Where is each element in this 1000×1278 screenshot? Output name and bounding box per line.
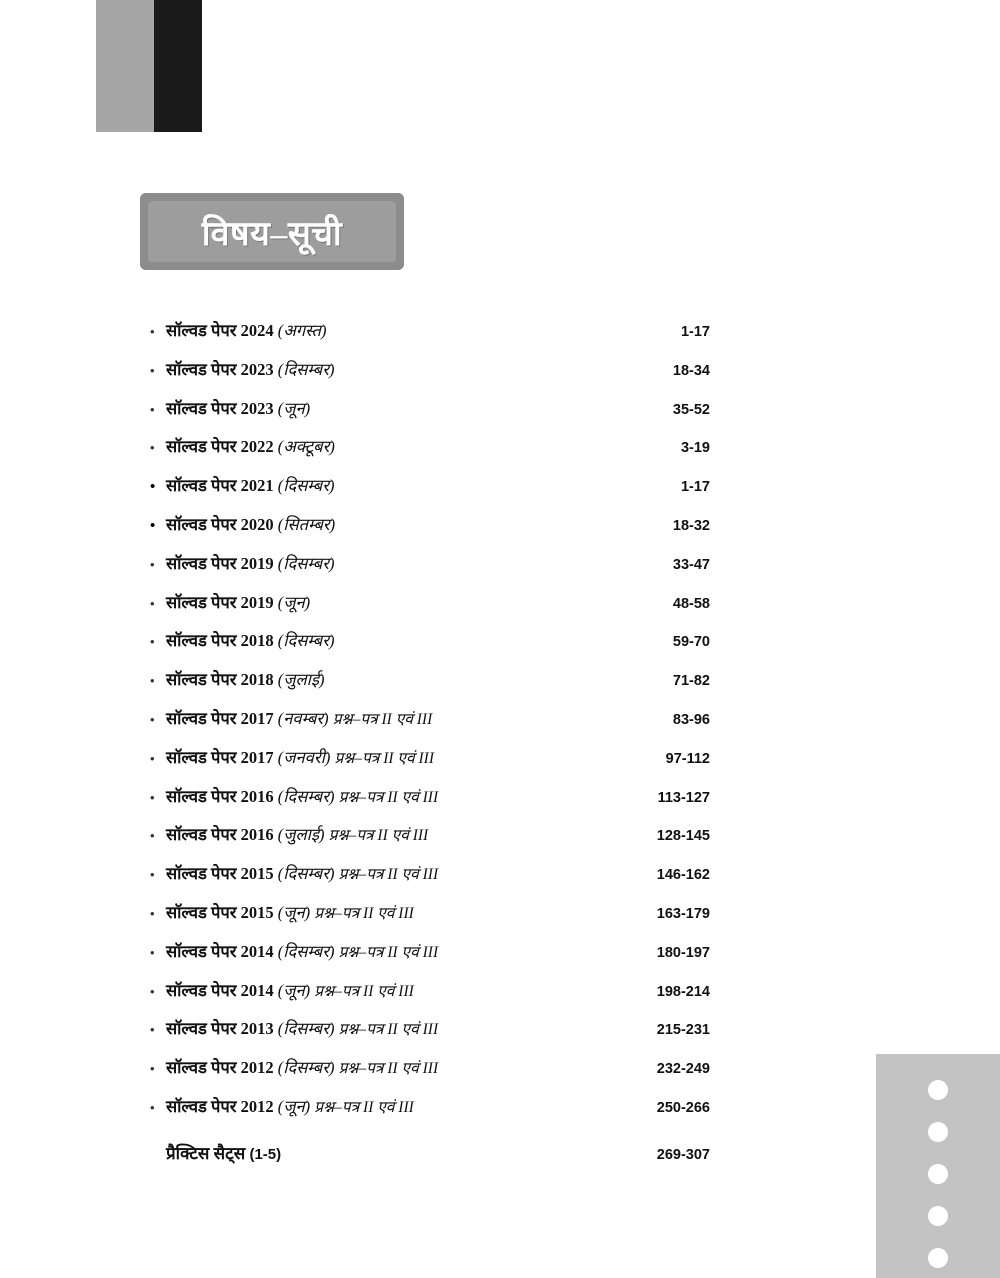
toc-entry-pages: 3-19 bbox=[680, 440, 710, 457]
toc-entry-month: (जून) bbox=[277, 980, 311, 1000]
bullet-icon: • bbox=[150, 905, 155, 921]
bullet-icon: • bbox=[150, 867, 155, 883]
toc-entry-month: (जुलाई) bbox=[277, 825, 325, 845]
toc-entry-label bbox=[166, 628, 600, 651]
bullet-icon: • bbox=[150, 983, 155, 999]
toc-entry-label bbox=[166, 667, 600, 690]
toc-entry-month: (जून) bbox=[277, 1096, 311, 1116]
bullet-icon: • bbox=[150, 789, 155, 805]
toc-practice-label bbox=[150, 1141, 600, 1164]
toc-entry-label bbox=[166, 861, 600, 884]
bullet-icon: • bbox=[150, 634, 155, 650]
toc-practice-range: (1-5) bbox=[249, 1145, 282, 1163]
toc-entry-month: (जून) bbox=[277, 398, 311, 418]
bullet-icon: • bbox=[150, 556, 155, 572]
toc-entry-pages: 83-96 bbox=[672, 711, 710, 728]
toc-row[interactable] bbox=[150, 1016, 710, 1055]
toc-entry-label bbox=[166, 900, 600, 923]
toc-entry-papers: प्रश्न–पत्र II एवं III bbox=[314, 982, 414, 1000]
toc-entry-label bbox=[166, 978, 600, 1001]
toc-entry-title: सॉल्वड पेपर 2013 bbox=[166, 1019, 274, 1039]
toc-entry-pages: 71-82 bbox=[672, 673, 710, 690]
toc-entry-pages: 250-266 bbox=[656, 1099, 710, 1116]
top-decoration bbox=[96, 0, 202, 132]
toc-row[interactable] bbox=[150, 706, 710, 745]
side-tab-dot-icon bbox=[928, 1080, 948, 1100]
toc-entry-papers: प्रश्न–पत्र II एवं III bbox=[338, 788, 439, 806]
toc-entry-label bbox=[166, 1094, 600, 1117]
toc-row[interactable] bbox=[150, 318, 710, 357]
bullet-icon: • bbox=[150, 362, 155, 378]
side-tab-decoration bbox=[876, 1054, 1000, 1278]
toc-entry-pages: 163-179 bbox=[656, 905, 710, 922]
toc-entry-label bbox=[166, 473, 600, 496]
toc-entry-title: सॉल्वड पेपर 2015 bbox=[166, 902, 274, 922]
toc-entry-label bbox=[166, 396, 600, 419]
bullet-icon: • bbox=[150, 516, 156, 534]
toc-entry-month: (जून) bbox=[277, 592, 311, 612]
toc-entry-label bbox=[166, 706, 600, 729]
toc-entry-papers: प्रश्न–पत्र II एवं III bbox=[338, 866, 439, 884]
toc-row[interactable] bbox=[150, 1094, 710, 1133]
bullet-icon: • bbox=[150, 750, 155, 766]
toc-row[interactable] bbox=[150, 745, 710, 784]
toc-row[interactable] bbox=[150, 473, 710, 512]
toc-entry-pages: 18-34 bbox=[672, 362, 710, 379]
toc-entry-title: सॉल्वड पेपर 2014 bbox=[166, 941, 274, 961]
decor-bar-black bbox=[154, 0, 202, 132]
toc-entry-papers: प्रश्न–पत्र II एवं III bbox=[314, 1098, 414, 1116]
toc-entry-label bbox=[166, 434, 600, 457]
toc-entry-title: सॉल्वड पेपर 2020 bbox=[166, 514, 274, 534]
toc-entry-label bbox=[166, 318, 600, 341]
toc-entry-papers: प्रश्न–पत्र II एवं III bbox=[334, 749, 434, 767]
toc-entry-pages: 1-17 bbox=[680, 324, 710, 340]
bullet-icon: • bbox=[150, 440, 155, 456]
bullet-icon: • bbox=[150, 595, 155, 611]
toc-entry-month: (सितम्बर) bbox=[277, 514, 336, 534]
toc-entry-pages: 18-32 bbox=[672, 517, 710, 534]
bullet-icon: • bbox=[150, 828, 155, 844]
toc-entry-label bbox=[166, 745, 600, 768]
toc-entry-title: सॉल्वड पेपर 2023 bbox=[166, 359, 274, 379]
toc-row[interactable] bbox=[150, 978, 710, 1017]
toc-practice-row[interactable] bbox=[150, 1141, 710, 1164]
toc-entry-month: (अगस्त) bbox=[277, 321, 327, 340]
toc-entry-papers: प्रश्न–पत्र II एवं III bbox=[332, 710, 433, 728]
toc-entry-papers: प्रश्न–पत्र II एवं III bbox=[314, 904, 414, 922]
toc-entry-title: सॉल्वड पेपर 2019 bbox=[166, 553, 274, 573]
toc-entry-month: (दिसम्बर) bbox=[277, 359, 335, 379]
toc-row[interactable] bbox=[150, 434, 710, 473]
toc-entry-month: (दिसम्बर) bbox=[277, 864, 335, 884]
toc-entry-label bbox=[166, 784, 600, 807]
toc-entry-title: सॉल्वड पेपर 2017 bbox=[166, 708, 274, 728]
toc-entry-pages: 1-17 bbox=[680, 479, 710, 496]
bullet-icon: • bbox=[150, 478, 156, 496]
toc-entry-label bbox=[166, 357, 600, 380]
bullet-icon: • bbox=[150, 401, 155, 417]
toc-row[interactable] bbox=[150, 551, 710, 590]
toc-entry-month: (अक्टूबर) bbox=[277, 437, 335, 457]
toc-row[interactable] bbox=[150, 590, 710, 629]
toc-entry-papers: प्रश्न–पत्र II एवं III bbox=[338, 943, 439, 961]
toc-entry-title: सॉल्वड पेपर 2022 bbox=[166, 437, 274, 457]
toc-entry-pages: 59-70 bbox=[672, 634, 710, 651]
toc-entry-month: (जून) bbox=[277, 902, 311, 922]
toc-entry-pages: 33-47 bbox=[672, 556, 710, 573]
toc-entry-pages: 232-249 bbox=[656, 1061, 710, 1078]
toc-entry-month: (दिसम्बर) bbox=[277, 476, 335, 496]
toc-row[interactable] bbox=[150, 628, 710, 667]
bullet-icon: • bbox=[150, 673, 155, 689]
toc-entry-month: (दिसम्बर) bbox=[277, 631, 335, 651]
toc-row[interactable] bbox=[150, 396, 710, 435]
toc-row[interactable] bbox=[150, 822, 710, 861]
side-tab-dots bbox=[928, 1080, 948, 1268]
toc-practice-title: प्रैक्टिस सैट्स bbox=[166, 1143, 246, 1163]
side-tab-dot-icon bbox=[928, 1206, 948, 1226]
toc-entry-label bbox=[166, 939, 600, 962]
side-tab-dot-icon bbox=[928, 1248, 948, 1268]
toc-entry-title: सॉल्वड पेपर 2016 bbox=[166, 786, 274, 806]
side-tab-dot-icon bbox=[928, 1164, 948, 1184]
bullet-icon: • bbox=[150, 1061, 155, 1077]
toc-entry-month: (जनवरी) bbox=[277, 747, 331, 767]
toc-entry-month: (दिसम्बर) bbox=[277, 1058, 335, 1078]
toc-entry-month: (दिसम्बर) bbox=[277, 553, 335, 573]
toc-row[interactable] bbox=[150, 512, 710, 551]
side-tab-dot-icon bbox=[928, 1122, 948, 1142]
toc-entry-pages: 97-112 bbox=[665, 750, 710, 767]
toc-practice-pages: 269-307 bbox=[656, 1146, 710, 1163]
toc-entry-papers: प्रश्न–पत्र II एवं III bbox=[338, 1021, 439, 1039]
toc-row[interactable] bbox=[150, 357, 710, 396]
toc-entry-pages: 35-52 bbox=[672, 401, 710, 418]
toc-entry-title: सॉल्वड पेपर 2018 bbox=[166, 670, 274, 690]
toc-entry-pages: 198-214 bbox=[656, 983, 710, 1000]
toc-entry-label bbox=[166, 551, 600, 574]
toc-row[interactable] bbox=[150, 939, 710, 978]
bullet-icon: • bbox=[150, 1022, 155, 1038]
toc-row[interactable] bbox=[150, 900, 710, 939]
toc-row[interactable] bbox=[150, 861, 710, 900]
toc-entry-title: सॉल्वड पेपर 2024 bbox=[166, 321, 274, 340]
toc-row[interactable] bbox=[150, 667, 710, 706]
toc-entry-month: (दिसम्बर) bbox=[277, 786, 335, 806]
toc-entry-month: (दिसम्बर) bbox=[277, 941, 335, 961]
toc-entry-title: सॉल्वड पेपर 2021 bbox=[166, 476, 274, 496]
toc-row[interactable] bbox=[150, 1055, 710, 1094]
toc-entry-title: सॉल्वड पेपर 2015 bbox=[166, 864, 274, 884]
page-title-plate bbox=[140, 193, 404, 270]
toc-entry-pages: 146-162 bbox=[656, 867, 710, 884]
toc-entry-label bbox=[166, 1055, 600, 1078]
toc-entry-month: (नवम्बर) bbox=[277, 708, 329, 728]
table-of-contents bbox=[150, 318, 710, 1164]
toc-entry-label bbox=[166, 822, 600, 845]
toc-entry-pages: 128-145 bbox=[656, 828, 710, 845]
toc-entry-month: (दिसम्बर) bbox=[277, 1019, 335, 1039]
toc-entry-pages: 215-231 bbox=[656, 1022, 710, 1039]
bullet-icon: • bbox=[150, 1099, 155, 1115]
toc-entry-pages: 113-127 bbox=[657, 789, 710, 806]
toc-entry-label bbox=[166, 590, 600, 613]
page-title: विषय–सूची bbox=[201, 215, 343, 253]
toc-entry-papers: प्रश्न–पत्र II एवं III bbox=[338, 1060, 439, 1078]
toc-entry-title: सॉल्वड पेपर 2019 bbox=[166, 592, 274, 612]
toc-entry-title: सॉल्वड पेपर 2012 bbox=[166, 1096, 274, 1116]
toc-entry-title: सॉल्वड पेपर 2012 bbox=[166, 1058, 274, 1078]
toc-entry-title: सॉल्वड पेपर 2018 bbox=[166, 631, 274, 651]
toc-entry-title: सॉल्वड पेपर 2016 bbox=[166, 825, 274, 845]
toc-entry-month: (जुलाई) bbox=[277, 670, 325, 690]
toc-entry-title: सॉल्वड पेपर 2017 bbox=[166, 747, 274, 767]
toc-entry-title: सॉल्वड पेपर 2023 bbox=[166, 398, 274, 418]
toc-entry-pages: 48-58 bbox=[672, 595, 710, 612]
toc-entry-papers: प्रश्न–पत्र II एवं III bbox=[328, 827, 429, 845]
bullet-icon: • bbox=[150, 324, 155, 339]
toc-row[interactable] bbox=[150, 784, 710, 823]
toc-entry-title: सॉल्वड पेपर 2014 bbox=[166, 980, 274, 1000]
toc-entry-pages: 180-197 bbox=[656, 944, 710, 961]
toc-entry-label bbox=[166, 512, 600, 535]
toc-entry-label bbox=[166, 1016, 600, 1039]
bullet-icon: • bbox=[150, 711, 155, 727]
decor-bar-gray bbox=[96, 0, 154, 132]
bullet-icon: • bbox=[150, 944, 155, 960]
